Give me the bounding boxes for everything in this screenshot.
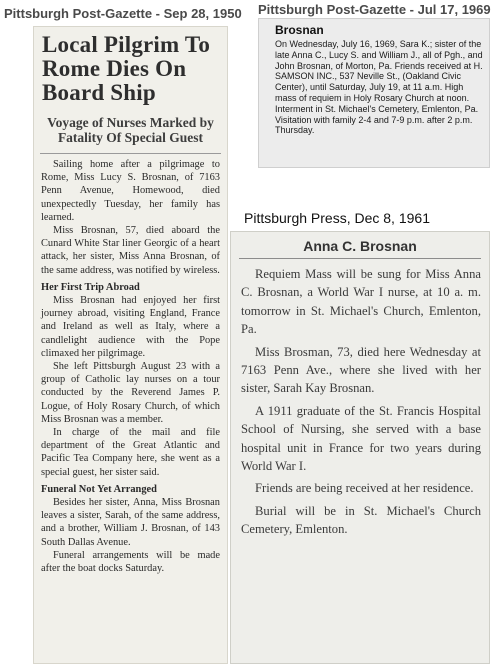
paragraph: Miss Brosnan, 57, died aboard the Cunard White Star liner Georgic of a heart attack, her sister, Miss Anna Brosnan, of the same address, was notified by wireless. [41, 225, 220, 276]
clipping-1961-obituary [230, 231, 490, 664]
paragraph: Miss Brosnan had enjoyed her first journey abroad, visiting England, France and Ireland as well as Italy, where a candlelight audience with the Pope climaxed her pilgrimage. [41, 295, 220, 359]
divider [239, 258, 481, 259]
paragraph: In charge of the mail and file department of the Great Atlantic and Pacific Tea Company here, she went as a special guest, her sister said. [41, 427, 220, 478]
paragraph: Funeral arrangements will be made after the boat docks Saturday. [41, 549, 220, 575]
clipping-1969-obituary [258, 18, 490, 168]
obituary-body: On Wednesday, July 16, 1969, Sara K.; sister of the late Anna C., Lucy S. and William J., all of Pgh., and John Brosnan, of Morton, Pa. Friends received at H. SAMSON INC., 537 Neville St., (Oakland Civic Center), until Saturday, July 19, at 11 a.m. High mass of requiem in Holy Rosary Church at noon. Interment in St. Michael's Cemetery, Emlenton, Pa. Visitation with family 2-4 and 7-9 p.m. after 2 p.m. Thursday. [275, 39, 483, 136]
paragraph: Miss Brosman, 73, died here Wednesday at 7163 Penn Ave., where she lived with her sister, Sarah Kay Brosnan. [241, 344, 481, 396]
paragraph: Requiem Mass will be sung for Miss Anna C. Brosnan, a World War I nurse, at 10 a. m. tomorrow in St. Michael's Church, Emlenton, Pa. [241, 267, 481, 337]
obituary-heading: Anna C. Brosnan [303, 238, 417, 254]
obituary-body [231, 265, 489, 539]
article-headline: Local Pilgrim To Rome Dies On Board Ship [42, 32, 211, 105]
obituary-heading: Brosnan [275, 23, 324, 37]
clipping-1950-article [33, 26, 228, 664]
paragraph: She left Pittsburgh August 23 with a group of Catholic lay nurses on a tour conducted by the Reverend James P. Logue, of Holy Rosary Church, of which Miss Brosnan was a member. [41, 361, 220, 425]
section-heading: Funeral Not Yet Arranged [41, 483, 157, 495]
paragraph: Burial will be in St. Michael's Church Cemetery, Emlenton. [241, 503, 481, 537]
article-subheadline: Voyage of Nurses Marked by Fatality Of Special Guest [47, 115, 214, 145]
source-caption-1969: Pittsburgh Post-Gazette - Jul 17, 1969 [258, 2, 491, 17]
divider [40, 153, 221, 154]
article-body [34, 158, 227, 575]
paragraph: Sailing home after a pilgrimage to Rome, Miss Lucy S. Brosnan, of 7163 Penn Avenue, Homewood, died unexpectedly Tuesday, her family has learned. [41, 159, 220, 223]
paragraph: A 1911 graduate of the St. Francis Hospital School of Nursing, she served with a base hospital unit in France for two years during World War I. [241, 403, 481, 474]
paragraph: Friends are being received at her residence. [255, 481, 474, 496]
source-caption-1961: Pittsburgh Press, Dec 8, 1961 [244, 210, 430, 226]
paragraph: Besides her sister, Anna, Miss Brosnan leaves a sister, Sarah, of the same address, and a brother, William J. Brosnan, of 143 South Dallas Avenue. [41, 497, 220, 548]
source-caption-1950: Pittsburgh Post-Gazette - Sep 28, 1950 [4, 6, 242, 21]
section-heading: Her First Trip Abroad [41, 281, 140, 293]
